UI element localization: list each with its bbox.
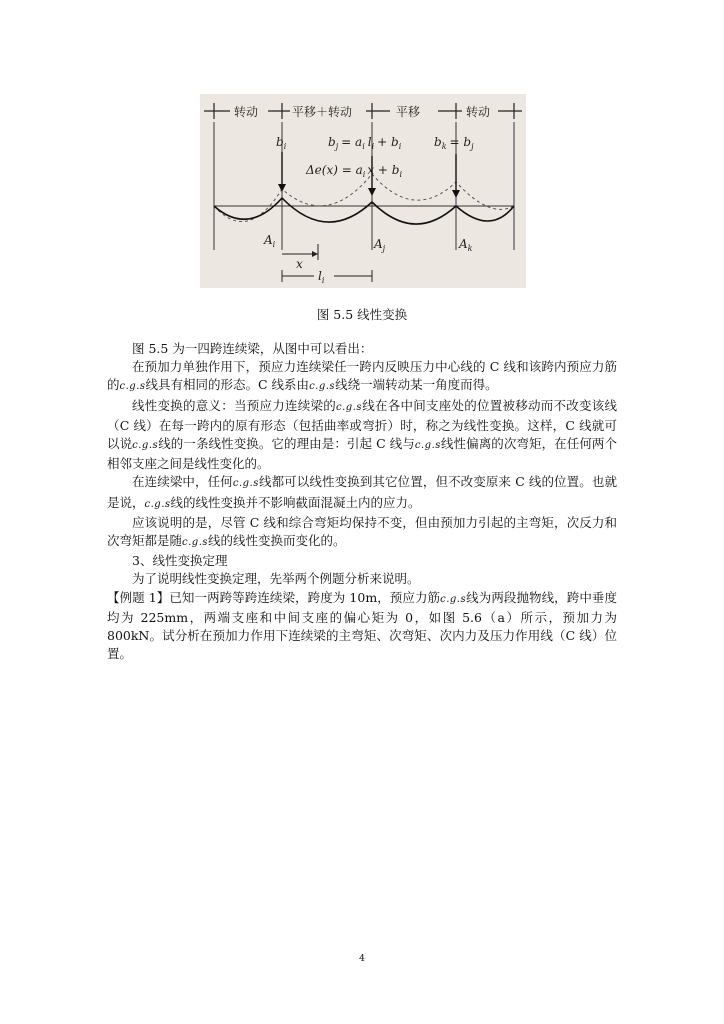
label-x: x bbox=[296, 257, 303, 271]
body-text bbox=[107, 340, 617, 663]
example-1: 【例题 1】已知一两跨等跨连续梁，跨度为 10m，预应力筋c.g.s线为两段抛物线，跨中垂度均为 225mm，两端支座和中间支座的偏心矩为 0，如图 5.6（a）所示，预加力为 800kN。试分析在预加力作用下连续梁的主弯矩、次弯矩、次内力及压力作用线（C 线）位置。 bbox=[107, 589, 617, 662]
label-delta-e: $\Delta e(x) = a_i$ $x + b_i$ bbox=[306, 163, 403, 179]
paragraph-2: 在预加力单独作用下，预应力连续梁任一跨内反映压力中心线的 C 线和该跨内预应力筋的c.g.s线具有相同的形态。C 线系由c.g.s线绕一端转动某一角度而得。 bbox=[107, 359, 617, 393]
transformed-profile bbox=[214, 198, 514, 224]
label-Ak: $A_k$ bbox=[459, 237, 473, 253]
figure-caption: 图 5.5 线性变换 bbox=[316, 307, 408, 322]
section-heading: 3、线性变换定理 bbox=[132, 553, 228, 569]
beam-diagram bbox=[200, 94, 526, 288]
paragraph-3: 线性变换的意义：当预应力连续梁的c.g.s线在各中间支座处的位置被移动而不改变该线（C 线）在每一跨内的原有形态（包括曲率或弯折）时，称之为线性变换。这样，C 线就可以说c.g.s线的一条线性变换。它的理由是：引起 C 线与c.g.s线性偏离的次弯矩，在任何两个相邻支座之间是线性变化的。 bbox=[107, 397, 617, 472]
paragraph-7: 为了说明线性变换定理，先举两个例题分析来说明。 bbox=[132, 571, 420, 587]
linear-transformation-figure bbox=[200, 94, 526, 288]
label-bk-equation: $b_k = b_j$ bbox=[434, 135, 474, 151]
label-bj-equation: $b_j = a_i$ $l_i + b_i$ bbox=[328, 135, 402, 151]
paragraph-1: 图 5.5 为一四跨连续梁，从图中可以看出： bbox=[132, 341, 373, 356]
segment-label-rotate-left: 转动 bbox=[234, 105, 259, 119]
label-li: $l_i$ bbox=[318, 269, 325, 285]
label-bi: $b_i$ bbox=[276, 135, 287, 151]
original-profile-dashed bbox=[214, 174, 514, 222]
segment-label-translate: 平移 bbox=[396, 105, 421, 119]
paragraph-4: 在连续梁中，任何c.g.s线都可以线性变换到其它位置，但不改变原来 C 线的位置。也就是说，c.g.s线的线性变换并不影响截面混凝土内的应力。 bbox=[107, 474, 617, 510]
label-Ai: $A_i$ bbox=[264, 233, 276, 249]
segment-label-translate-rotate: 平移＋转动 bbox=[292, 105, 353, 119]
label-Aj: $A_j$ bbox=[374, 237, 386, 253]
segment-label-rotate-right: 转动 bbox=[466, 105, 491, 119]
page-number: 4 bbox=[359, 954, 365, 964]
paragraph-5: 应该说明的是，尽管 C 线和综合弯矩均保持不变，但由预加力引起的主弯矩，次反力和次弯矩都是随c.g.s线的线性变换而变化的。 bbox=[107, 514, 617, 549]
